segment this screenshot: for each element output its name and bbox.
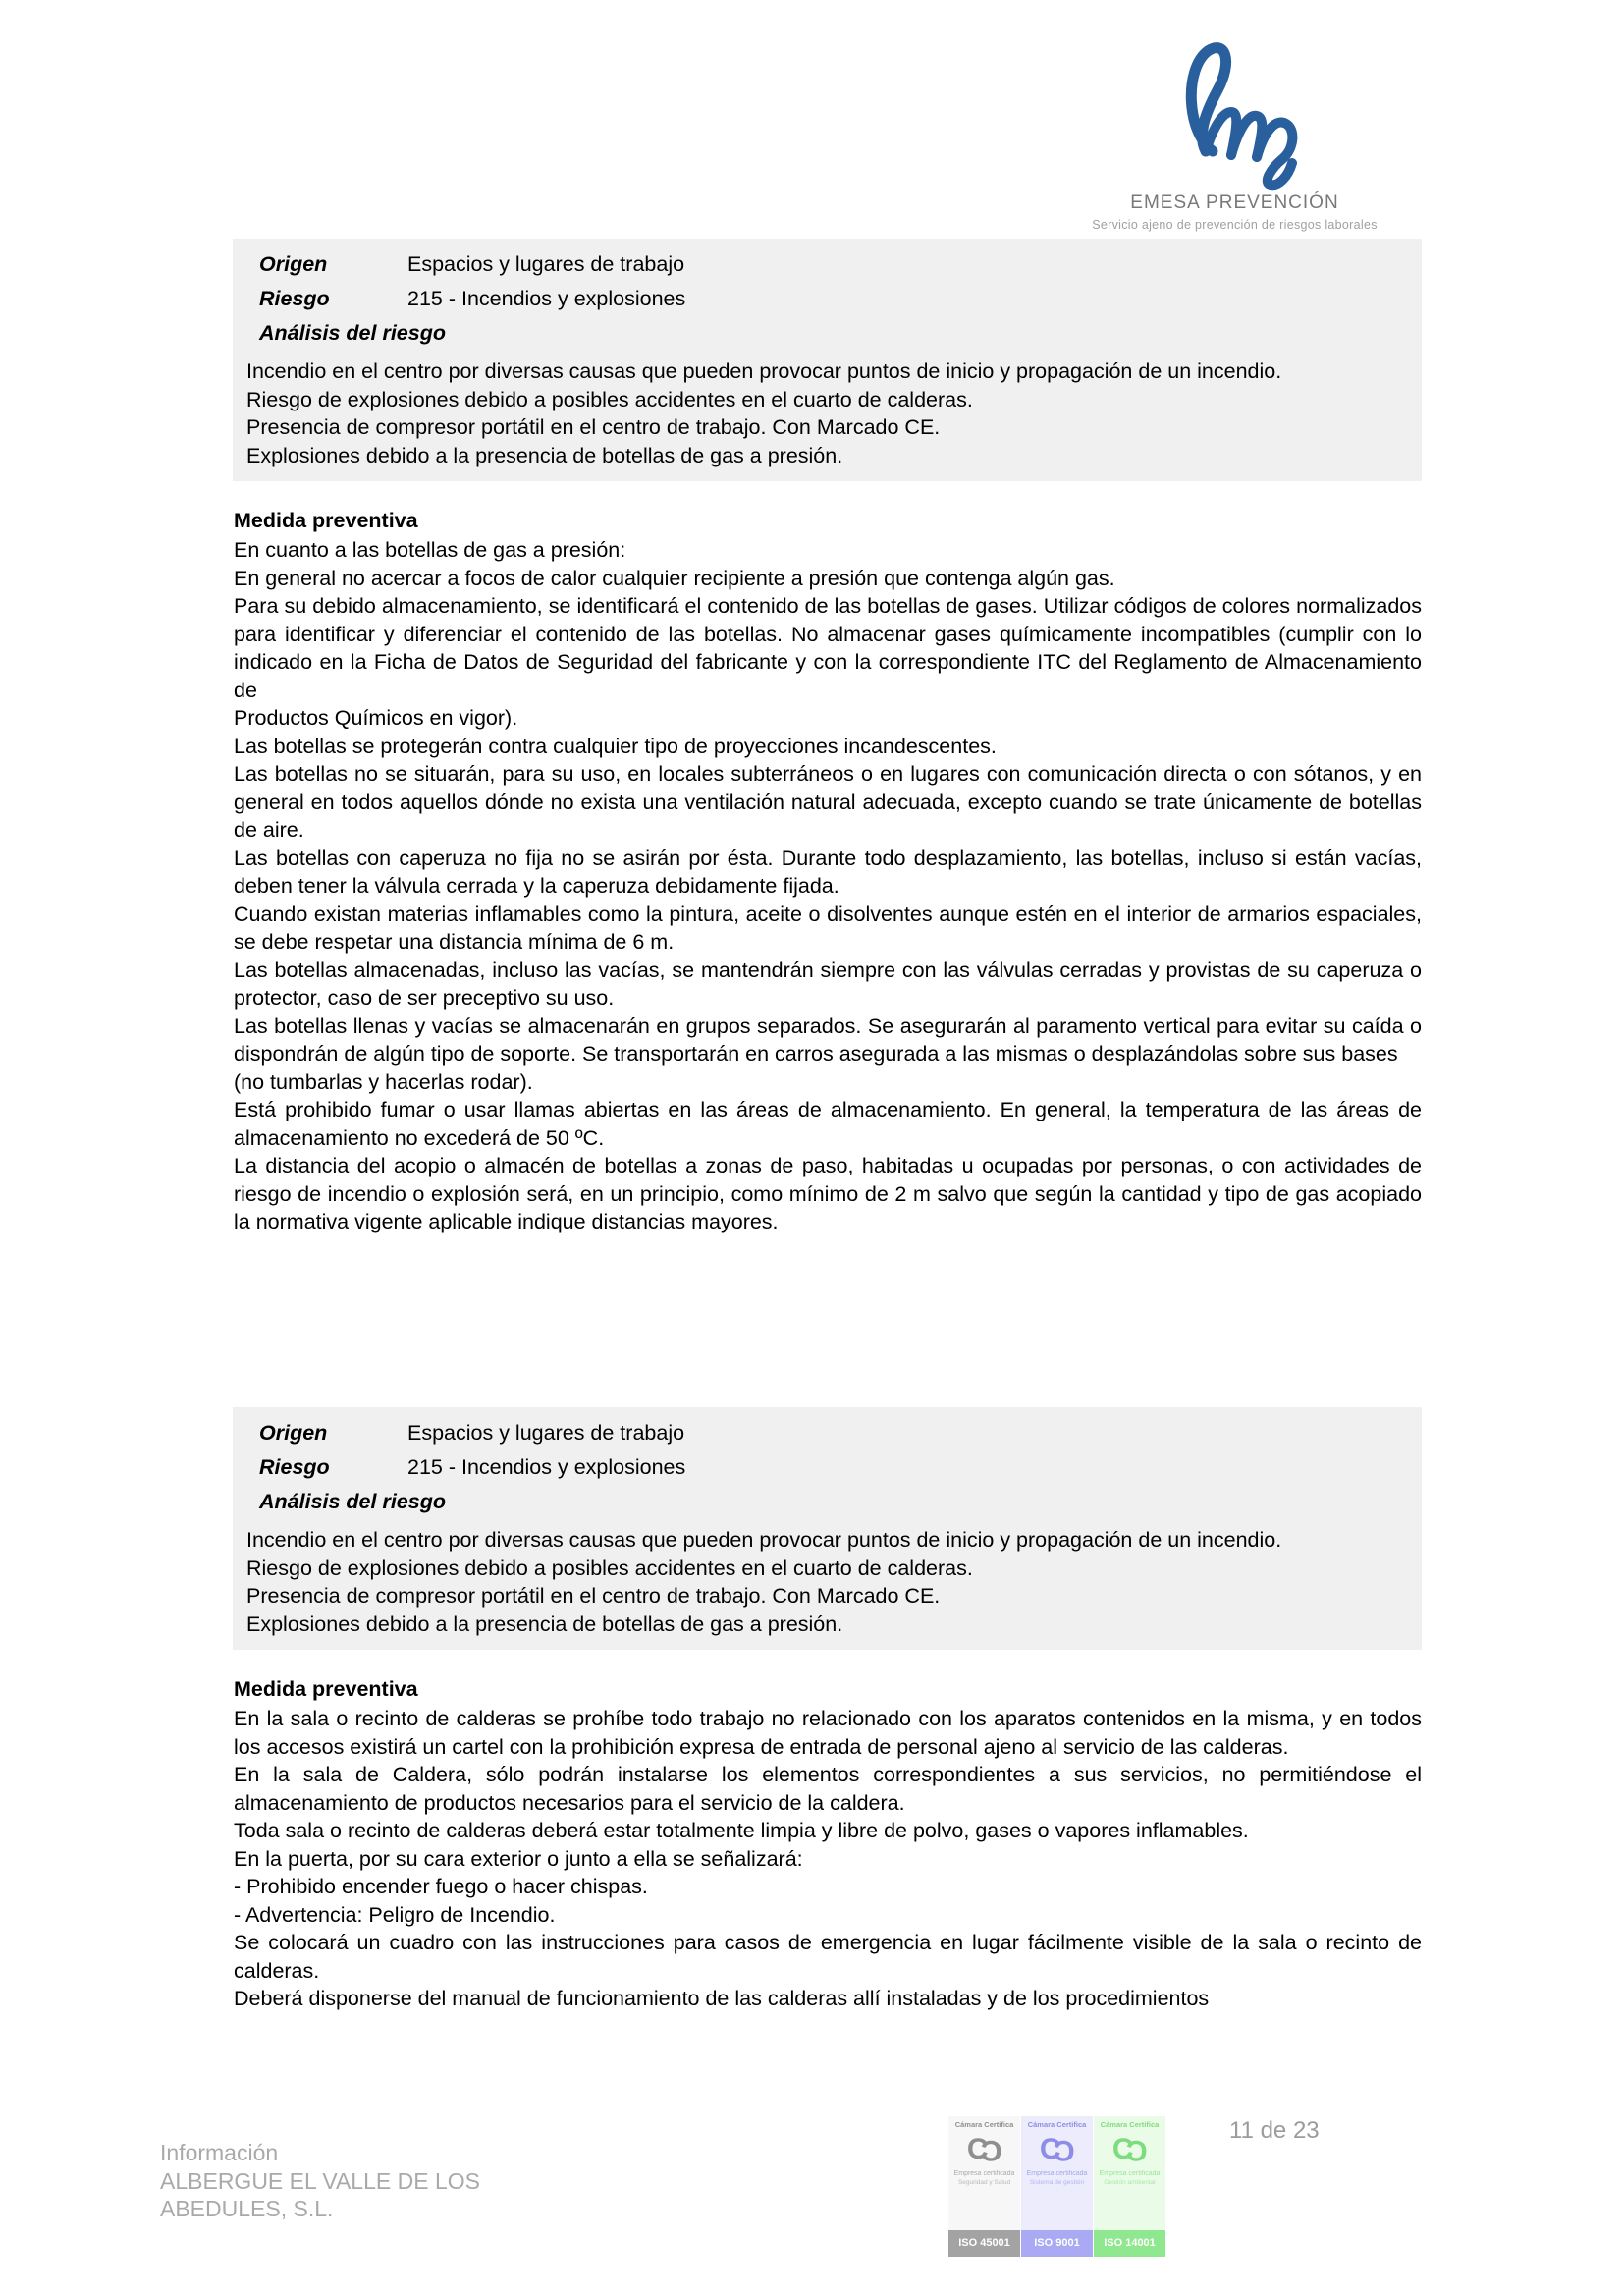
footer-company-line1: ALBERGUE EL VALLE DE LOS <box>160 2167 480 2194</box>
cert-iso-label: ISO 45001 <box>948 2230 1020 2257</box>
medida-paragraph: En la sala de Caldera, sólo podrán instalarse los elementos correspondientes a sus servicios, no permitiéndose el almacenamiento de productos necesarios para el servicio de la caldera. <box>234 1763 1422 1815</box>
medida-paragraph: Las botellas almacenadas, incluso las vacías, se mantendrán siempre con las válvulas cerradas y provistas de su caperuza o protector, caso de ser preceptivo su uso. <box>234 957 1422 1010</box>
cc-letter: C <box>966 2133 984 2165</box>
riesgo-row <box>246 282 1411 316</box>
analysis-paragraph: Incendio en el centro por diversas causas que pueden provocar puntos de inicio y propagación de un incendio. <box>246 1528 1282 1552</box>
cc-logo-icon <box>1040 2133 1074 2166</box>
cc-logo-icon <box>967 2133 1001 2166</box>
cert-badge-line: Gestión ambiental <box>1104 2179 1156 2186</box>
medida-paragraph: En la sala o recinto de calderas se prohíbe todo trabajo no relacionado con los aparatos contenidos en la misma, y en todos los accesos existirá un cartel con la prohibición expresa de entrada de personal ajeno al servicio de las calderas. <box>234 1707 1422 1759</box>
medida-paragraph: Para su debido almacenamiento, se identificará el contenido de las botellas de gases. Utilizar códigos de colores normalizados para identificar y diferenciar el contenido de las botellas. No almacenar gases químicamente incompatibles (cumplir con lo indicado en la Ficha de Datos de Seguridad del fabricante y con la correspondiente ITC del Reglamento de Almacenamiento de <box>234 594 1422 702</box>
medida-paragraph: En general no acercar a focos de calor cualquier recipiente a presión que contenga algún gas. <box>234 566 1115 590</box>
medida-paragraph: - Advertencia: Peligro de Incendio. <box>234 1902 556 1927</box>
origen-row <box>246 247 1411 282</box>
origen-value: Espacios y lugares de trabajo <box>407 252 685 276</box>
analysis-title: Análisis del riesgo <box>259 321 446 345</box>
cert-badge-iso14001 <box>1094 2116 1165 2257</box>
cc-letter: C <box>1111 2133 1129 2165</box>
origen-label: Origen <box>259 1421 328 1445</box>
cert-badge-line: Empresa certificada <box>953 2170 1015 2177</box>
certification-badges <box>948 2116 1166 2257</box>
medida-paragraph: Está prohibido fumar o usar llamas abiertas en las áreas de almacenamiento. En general, la temperatura de las áreas de almacenamiento no excederá de 50 ºC. <box>234 1098 1422 1150</box>
brand-tagline: Servicio ajeno de prevención de riesgos laborales <box>1092 218 1378 232</box>
medida-paragraph: Las botellas no se situarán, para su uso, en locales subterráneos o en lugares con comunicación directa o con sótanos, y en general en todos aquellos dónde no exista una ventilación natural adecuada, excepto cuando se trate únicamente de botellas de aire. <box>234 762 1422 842</box>
cert-badge-line: Seguridad y Salud <box>957 2179 1011 2186</box>
riesgo-value: 215 - Incendios y explosiones <box>407 1455 686 1479</box>
analysis-paragraph: Incendio en el centro por diversas causas que pueden provocar puntos de inicio y propagación de un incendio. <box>246 359 1282 383</box>
analysis-text <box>246 1526 1411 1638</box>
cert-badge-line: Empresa certificada <box>1099 2170 1161 2177</box>
medida-paragraph: La distancia del acopio o almacén de botellas a zonas de paso, habitadas u ocupadas por personas, o con actividades de riesgo de incendio o explosión será, en un principio, como mínimo de 2 m salvo que según la cantidad y tipo de gas acopiado la normativa vigente aplicable indique distancias mayores. <box>234 1154 1422 1233</box>
medida-section-1 <box>234 506 1422 1236</box>
cert-badge-header: Cámara Certifica <box>1100 2120 1160 2129</box>
medida-paragraph: En la puerta, por su cara exterior o junto a ella se señalizará: <box>234 1846 803 1871</box>
cert-badge-line: Empresa certificada <box>1026 2170 1088 2177</box>
medida-paragraph: Las botellas se protegerán contra cualquier tipo de proyecciones incandescentes. <box>234 734 997 758</box>
emesa-logo-icon <box>1157 35 1314 191</box>
medida-paragraph: Las botellas con caperuza no fija no se asirán por ésta. Durante todo desplazamiento, las botellas, incluso si están vacías, deben tener la válvula cerrada y la caperuza debidamente fijada. <box>234 846 1422 898</box>
cc-letter-flipped: C <box>1130 2134 1148 2166</box>
cc-logo-icon <box>1112 2133 1147 2166</box>
medida-paragraph: Productos Químicos en vigor). <box>234 706 518 730</box>
cc-letter: C <box>1039 2133 1056 2165</box>
risk-block-1 <box>233 239 1422 481</box>
cert-badge-iso9001 <box>1021 2116 1093 2257</box>
footer-company-line2: ABEDULES, S.L. <box>160 2196 334 2221</box>
medida-title: Medida preventiva <box>234 1677 418 1701</box>
cert-badge-header: Cámara Certifica <box>954 2120 1014 2129</box>
footer-info-label: Información <box>160 2140 279 2165</box>
analysis-paragraph: Presencia de compresor portátil en el centro de trabajo. Con Marcado CE. <box>246 1584 941 1608</box>
cert-badge-header: Cámara Certifica <box>1027 2120 1087 2129</box>
medida-paragraph: - Prohibido encender fuego o hacer chispas. <box>234 1875 648 1898</box>
medida-paragraph: Toda sala o recinto de calderas deberá estar totalmente limpia y libre de polvo, gases o vapores inflamables. <box>234 1819 1249 1842</box>
medida-section-2 <box>234 1674 1422 2013</box>
analysis-paragraph: Explosiones debido a la presencia de botellas de gas a presión. <box>246 443 843 467</box>
risk-block-2 <box>233 1407 1422 1650</box>
cert-badge-line: Sistema de gestión <box>1029 2179 1085 2186</box>
brand-name: EMESA PREVENCIÓN <box>1130 192 1339 213</box>
page-number: 11 de 23 <box>1229 2117 1320 2144</box>
medida-paragraph: En cuanto a las botellas de gas a presión: <box>234 538 626 562</box>
analysis-paragraph: Riesgo de explosiones debido a posibles accidentes en el cuarto de calderas. <box>246 1556 973 1580</box>
cert-iso-label: ISO 9001 <box>1021 2230 1093 2257</box>
medida-paragraph: (no tumbarlas y hacerlas rodar). <box>234 1069 533 1094</box>
cc-letter-flipped: C <box>1057 2134 1075 2166</box>
riesgo-label: Riesgo <box>259 1455 330 1479</box>
riesgo-row <box>246 1450 1411 1485</box>
medida-paragraph: Deberá disponerse del manual de funcionamiento de las calderas allí instaladas y de los procedimientos <box>234 1987 1210 2010</box>
cert-iso-label: ISO 14001 <box>1094 2230 1165 2257</box>
analysis-text <box>246 357 1411 469</box>
medida-paragraph: Las botellas llenas y vacías se almacenarán en grupos separados. Se asegurarán al paramento vertical para evitar su caída o dispondrán de algún tipo de soporte. Se transportarán en carros asegurada a las mismas o desplazándolas sobre sus bases <box>234 1013 1422 1066</box>
analysis-title: Análisis del riesgo <box>259 1490 446 1513</box>
origen-value: Espacios y lugares de trabajo <box>407 1421 685 1445</box>
analysis-paragraph: Explosiones debido a la presencia de botellas de gas a presión. <box>246 1612 843 1636</box>
origen-row <box>246 1416 1411 1450</box>
analysis-paragraph: Riesgo de explosiones debido a posibles accidentes en el cuarto de calderas. <box>246 387 973 411</box>
origen-label: Origen <box>259 252 328 276</box>
footer-company-info <box>160 2139 480 2223</box>
cert-badge-iso45001 <box>948 2116 1020 2257</box>
medida-paragraph: Se colocará un cuadro con las instrucciones para casos de emergencia en lugar fácilmente visible de la sala o recinto de calderas. <box>234 1931 1422 1983</box>
riesgo-value: 215 - Incendios y explosiones <box>407 287 686 310</box>
cc-letter-flipped: C <box>985 2134 1002 2166</box>
brand-block <box>1065 35 1404 232</box>
medida-title: Medida preventiva <box>234 509 418 532</box>
analysis-paragraph: Presencia de compresor portátil en el centro de trabajo. Con Marcado CE. <box>246 415 941 439</box>
riesgo-label: Riesgo <box>259 287 330 310</box>
medida-paragraph: Cuando existan materias inflamables como la pintura, aceite o disolventes aunque estén en el interior de armarios espaciales, se debe respetar una distancia mínima de 6 m. <box>234 902 1422 954</box>
